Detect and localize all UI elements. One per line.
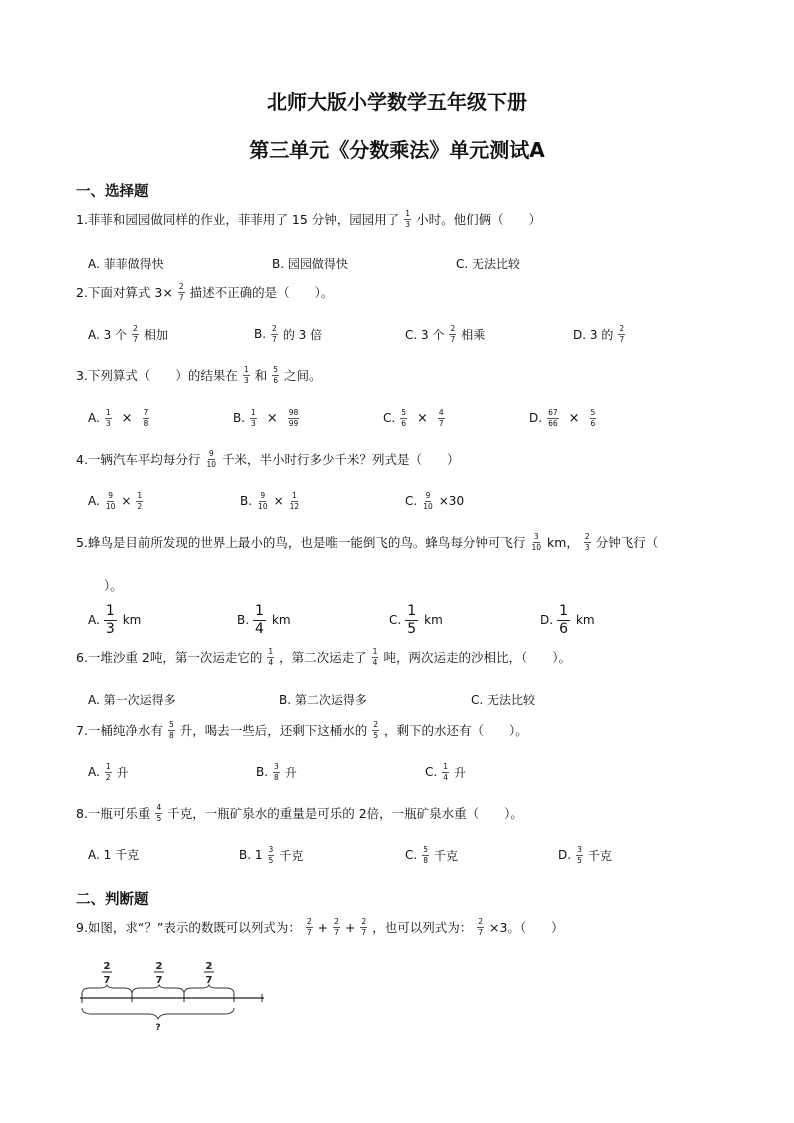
q8-option-c[interactable]: C. $\frac{5}{8}$ 千克 bbox=[405, 845, 458, 865]
q8-option-d[interactable]: D. $\frac{3}{5}$ 千克 bbox=[558, 845, 612, 865]
q3-option-a[interactable]: A. $\frac{1}{3}$ × $\frac{7}{8}$ bbox=[88, 408, 149, 428]
q3-option-d[interactable]: D. $\frac{67}{66}$ × $\frac{5}{6}$ bbox=[529, 408, 596, 428]
q6-option-a[interactable]: A. 第一次运得多 bbox=[88, 693, 176, 707]
q7-option-c[interactable]: C. $\frac{1}{4}$ 升 bbox=[425, 762, 466, 782]
q3-option-b[interactable]: B. $\frac{1}{3}$ × $\frac{98}{99}$ bbox=[233, 408, 299, 428]
diagram-label-2-den: 7 bbox=[155, 975, 163, 986]
diagram-brace-3 bbox=[184, 985, 234, 994]
q8-option-b[interactable]: B. 1 $\frac{3}{5}$ 千克 bbox=[239, 845, 304, 865]
q7-option-b[interactable]: B. $\frac{3}{8}$ 升 bbox=[256, 762, 297, 782]
q5-option-b[interactable]: B. 1 4 km bbox=[237, 603, 291, 637]
question-5: 5.蜂鸟是目前所发现的世界上最小的鸟，也是唯一能倒飞的鸟。蜂鸟每分钟可飞行 $\frac{3}{10}$ km， $\frac{2}{3}$ 分钟飞行（ bbox=[76, 532, 659, 552]
q6-option-b[interactable]: B. 第二次运得多 bbox=[279, 693, 367, 707]
q2-text-2: 描述不正确的是（ ）。 bbox=[189, 285, 334, 300]
q1-text-1: 1.菲菲和园园做同样的作业，菲菲用了 15 分钟，园园用了 bbox=[76, 212, 400, 227]
q5-option-a[interactable]: A. 1 3 km bbox=[88, 603, 142, 637]
q4-option-b[interactable]: B. $\frac{9}{10}$ × $\frac{1}{12}$ bbox=[240, 491, 300, 511]
question-9: 9.如图，求“？”表示的数既可以列式为： $\frac{2}{7}$ + $\frac{2}{7}$ + $\frac{2}{7}$ ，也可以列式为： $\frac{2}{7}$ ×3。（ ） bbox=[76, 917, 564, 937]
q2-option-c[interactable]: C. 3 个 $\frac{2}{7}$ 相乘 bbox=[405, 324, 486, 344]
q2-option-a[interactable]: A. 3 个 $\frac{2}{7}$ 相加 bbox=[88, 324, 168, 344]
q1-option-c[interactable]: C. 无法比较 bbox=[456, 257, 521, 271]
q1-fraction: $\frac{1}{3}$ bbox=[405, 209, 411, 229]
diagram-label-3-num: 2 bbox=[205, 961, 213, 972]
q4-option-c[interactable]: C. $\frac{9}{10}$ ×30 bbox=[405, 491, 465, 511]
q6-option-c[interactable]: C. 无法比较 bbox=[471, 693, 536, 707]
q8-option-a[interactable]: A. 1 千克 bbox=[88, 848, 140, 862]
diagram-question-mark: ? bbox=[155, 1023, 161, 1033]
question-6: 6.一堆沙重 2吨，第一次运走它的 $\frac{1}{4}$ ，第二次运走了 $\frac{1}{4}$ 吨，两次运走的沙相比，（ ）。 bbox=[76, 647, 571, 667]
q4-option-a[interactable]: A. $\frac{9}{10}$ × $\frac{1}{2}$ bbox=[88, 491, 143, 511]
diagram-brace-2 bbox=[132, 985, 184, 994]
q7-option-a[interactable]: A. $\frac{1}{2}$ 升 bbox=[88, 762, 129, 782]
question-4: 4.一辆汽车平均每分行 $\frac{9}{10}$ 千米，半小时行多少千米？列式是（ ） bbox=[76, 449, 460, 469]
diagram-label-2-num: 2 bbox=[155, 961, 163, 972]
q1-option-a[interactable]: A. 菲菲做得快 bbox=[88, 257, 164, 271]
segment-diagram bbox=[78, 958, 278, 1034]
q5-option-c[interactable]: C. 1 5 km bbox=[389, 603, 443, 637]
question-5-cont: ）。 bbox=[104, 578, 123, 593]
diagram-brace-1 bbox=[82, 985, 132, 994]
q3-option-c[interactable]: C. $\frac{5}{6}$ × $\frac{4}{7}$ bbox=[383, 408, 444, 428]
diagram-label-1-num: 2 bbox=[103, 961, 111, 972]
q1-text-2: 小时。他们俩（ ） bbox=[416, 212, 542, 227]
page-subtitle: 第三单元《分数乘法》单元测试A bbox=[249, 138, 545, 162]
question-3: 3.下列算式（ ）的结果在 $\frac{1}{3}$ 和 $\frac{5}{6}$ 之间。 bbox=[76, 365, 322, 385]
q2-fraction: $\frac{2}{7}$ bbox=[178, 282, 184, 302]
q5-option-d[interactable]: D. 1 6 km bbox=[540, 603, 595, 637]
q2-option-b[interactable]: B. $\frac{2}{7}$ 的 3 倍 bbox=[254, 324, 323, 344]
q2-option-d[interactable]: D. 3 的 $\frac{2}{7}$ bbox=[573, 324, 625, 344]
section-heading-choice: 一、选择题 bbox=[76, 184, 149, 200]
question-1 bbox=[76, 210, 541, 228]
section-heading-judgment: 二、判断题 bbox=[76, 892, 149, 908]
question-7: 7.一桶纯净水有 $\frac{5}{8}$ 升，喝去一些后，还剩下这桶水的 $\frac{2}{5}$ ，剩下的水还有（ ）。 bbox=[76, 720, 528, 740]
q1-option-b[interactable]: B. 园园做得快 bbox=[272, 257, 348, 271]
diagram-label-1-den: 7 bbox=[103, 975, 111, 986]
diagram-total-brace bbox=[82, 1008, 234, 1019]
question-8: 8.一瓶可乐重 $\frac{4}{5}$ 千克，一瓶矿泉水的重量是可乐的 2倍，一瓶矿泉水重（ ）。 bbox=[76, 803, 523, 823]
q2-text-1: 2.下面对算式 3× bbox=[76, 285, 173, 300]
question-2 bbox=[76, 283, 333, 301]
diagram-label-3-den: 7 bbox=[205, 975, 213, 986]
page-title: 北师大版小学数学五年级下册 bbox=[267, 90, 527, 114]
